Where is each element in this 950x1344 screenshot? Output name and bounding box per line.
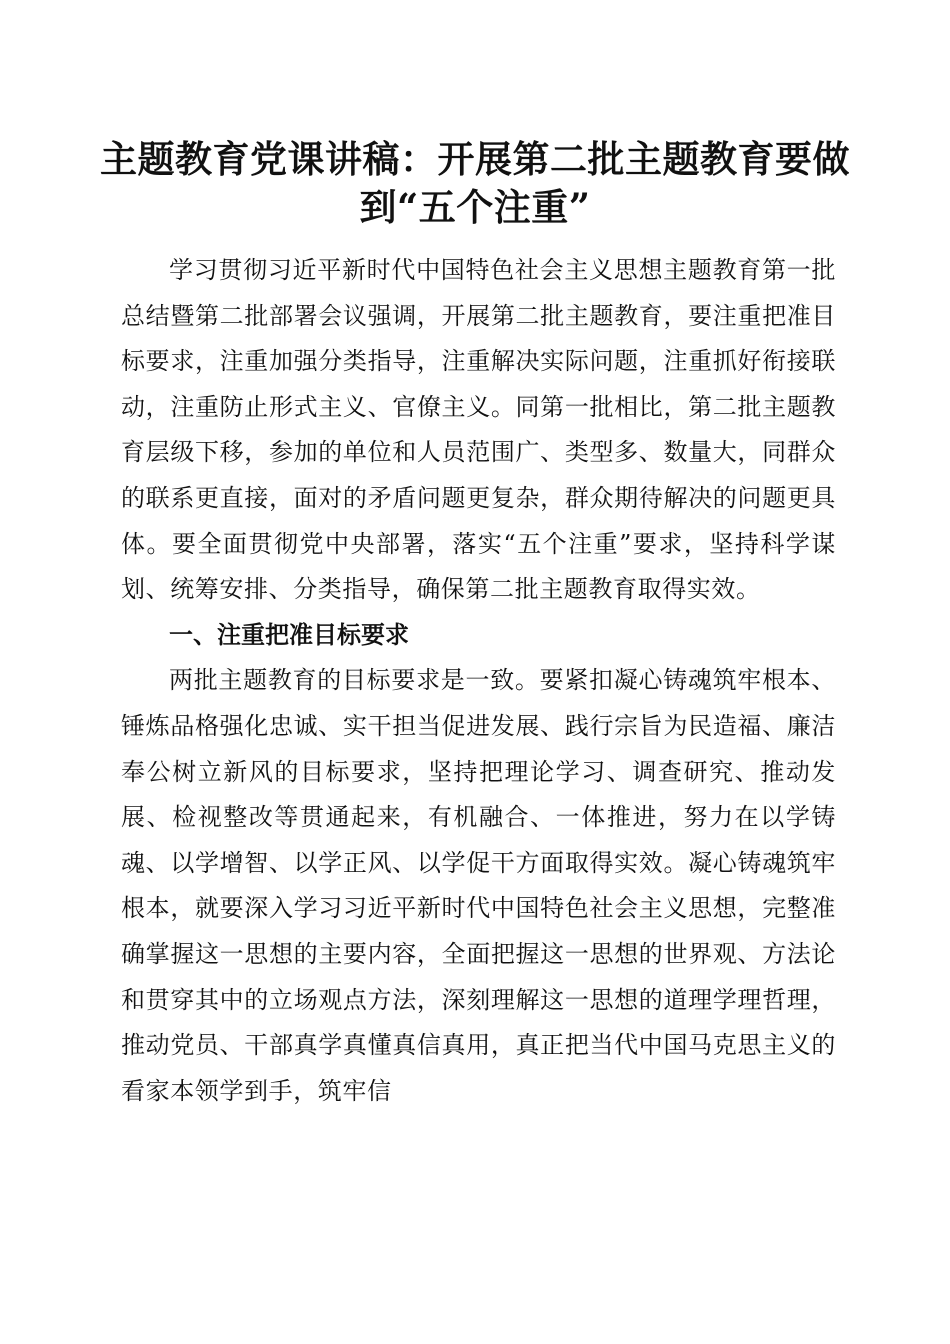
intro-paragraph: 学习贯彻习近平新时代中国特色社会主义思想主题教育第一批总结暨第二批部署会议强调，开展第二批主题教育，要注重把准目标要求，注重加强分类指导，注重解决实际问题，注重抓好衔接联动，注重防止形式主义、官僚主义。同第一批相比，第二批主题教育层级下移，参加的单位和人员范围广、类型多、数量大，同群众的联系更直接，面对的矛盾问题更复杂，群众期待解决的问题更具体。要全面贯彻党中央部署，落实“五个注重”要求，坚持科学谋划、统筹安排、分类指导，确保第二批主题教育取得实效。 <box>121 256 836 604</box>
title-line-2: 到“五个注重” <box>359 185 591 229</box>
document-body <box>121 248 836 1114</box>
title-line-1: 主题教育党课讲稿：开展第二批主题教育要做 <box>100 137 850 181</box>
document-title <box>100 135 850 231</box>
section-heading-1: 一、注重把准目标要求 <box>169 620 409 649</box>
section-1-paragraph: 两批主题教育的目标要求是一致。要紧扣凝心铸魂筑牢根本、锤炼品格强化忠诚、实干担当促进发展、践行宗旨为民造福、廉洁奉公树立新风的目标要求，坚持把理论学习、调查研究、推动发展、检视整改等贯通起来，有机融合、一体推进，努力在以学铸魂、以学增智、以学正风、以学促干方面取得实效。凝心铸魂筑牢根本，就要深入学习习近平新时代中国特色社会主义思想，完整准确掌握这一思想的主要内容，全面把握这一思想的世界观、方法论和贯穿其中的立场观点方法，深刻理解这一思想的道理学理哲理，推动党员、干部真学真懂真信真用，真正把当代中国马克思主义的看家本领学到手，筑牢信 <box>121 666 836 1105</box>
